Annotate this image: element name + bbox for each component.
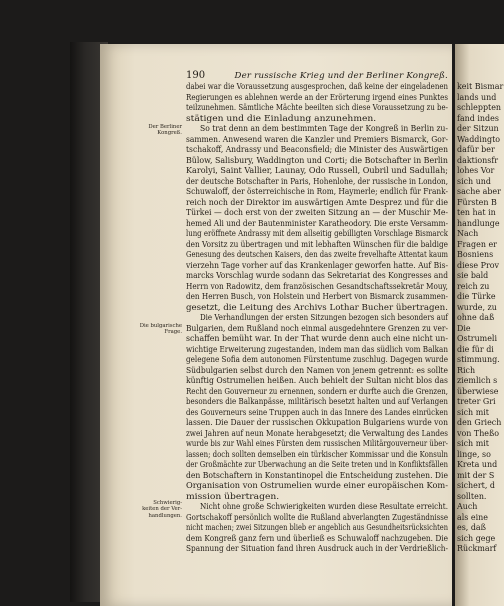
right-page-text-line: von Theßo (457, 428, 500, 438)
right-page-text-line: die für di (457, 344, 494, 354)
body-text-line: zwei Jahren auf neun Monate herabgesetzt; die Verwaltung des Landes (186, 428, 448, 438)
body-text-line: Recht den Gouverneur zu ernennen, sondern er durfte auch die Grenzen, (186, 386, 448, 396)
right-page-text-line: Bosniens (457, 250, 494, 259)
body-text-line: vierzehn Tage vorher auf das Krankenlager geworfen hatte. Auf Bis- (186, 260, 448, 270)
right-page-text-line: treter Gri (457, 397, 496, 406)
right-page-text-line: es, daß (457, 523, 486, 532)
body-text-line: Die Verhandlungen der ersten Sitzungen bezogen sich besonders auf (200, 313, 448, 322)
right-page-text-line: Fürsten B (457, 197, 497, 207)
right-page-text-line: fand indes (457, 113, 499, 123)
body-text-line: hemed Ali und der Bautenminister Karatheodory. Die erste Versamm- (186, 218, 448, 228)
right-page-text-line: ten hat in (457, 208, 496, 217)
right-page-text-line: keit Bismar (457, 82, 504, 91)
margin-note-line: Schwierig- (153, 500, 182, 506)
body-text-line: Regierungen es ablehnen werde an der Erörterung irgend eines Punktes (186, 92, 448, 102)
right-page-text-line: Auch (457, 502, 478, 511)
body-text-line: Nicht ohne große Schwierigkeiten wurden diese Resultate erreicht. (200, 502, 448, 511)
right-page-text-line: Rich (457, 365, 476, 375)
right-page-text-line: überwiese (457, 386, 499, 396)
right-page-text-line: lands und (457, 92, 497, 102)
body-text-line: reich noch der Direktor im auswärtigen Amte Desprez und für die (186, 197, 448, 207)
body-text-line: Südbulgarien selbst durch den Namen von jenem getrennt: es sollte (186, 365, 448, 375)
body-text-line: Karolyi, Saint Vallier, Launay, Odo Russell, Oubril und Sadullah; (186, 166, 448, 175)
margin-note-line: Frage. (164, 329, 182, 336)
body-text-line: Spannung der Situation fand ihren Ausdruck auch in der Verdrießlich- (186, 544, 448, 553)
right-page-text-line: sie bald (457, 271, 489, 280)
body-text-line: wurde bis zur Wahl eines Fürsten dem russischen Militärgouverneur über- (186, 439, 448, 448)
body-text-line: Türkei — doch erst von der zweiten Sitzung an — der Muschir Me- (186, 208, 448, 217)
body-text-line: marcks Vorschlag wurde sodann das Sekretariat des Kongresses and (186, 271, 448, 280)
body-text-line: wichtige Erweiterung zugestanden, indem man das südlich vom Balkan (186, 344, 448, 354)
right-page-text-line: schleppten (457, 103, 502, 112)
right-page-text-line: handlunge (457, 218, 500, 228)
right-page-text-line: sollten. (457, 491, 487, 501)
running-title: Der russische Krieg und der Berliner Kongreß. (234, 71, 448, 81)
right-page-text-line: wurde, zu (457, 302, 497, 312)
right-page-text-line: Die (457, 323, 471, 333)
margin-note-schwierigkeiten (136, 500, 182, 519)
margin-note-line: Der Berliner (148, 124, 182, 130)
right-page-text-line: den Griech (457, 418, 502, 427)
margin-note-line: Kongreß. (157, 130, 182, 137)
body-text-line: dem Kongreß ganz fern und überließ es Schuwaloff nachzugeben. Die (186, 533, 448, 543)
body-text-line: Gortschakoff persönlich wollte die Rußland abverlangten Zugeständnisse (186, 512, 448, 522)
right-page-text (457, 82, 504, 555)
right-page-text-line: dafür ber (457, 145, 495, 154)
right-page-text-line: Kreta und (457, 460, 498, 469)
body-text-line: lung eröffnete Andrassy mit dem allseitig gebilligten Vorschlage Bismarck (186, 229, 448, 238)
body-text-line: sammen. Anwesend waren die Kanzler und Premiers Bismarck, Gor- (186, 134, 448, 144)
body-text-line: Herrn von Radowitz, dem französischen Gesandtschaftssekretär Mouy, (186, 281, 448, 291)
body-text-line: So trat denn an dem bestimmten Tage der Kongreß in Berlin zu- (200, 124, 448, 133)
body-text-line: nicht machen; zwei Sitzungen blieb er angeblich aus Gesundheitsrücksichten (186, 523, 448, 532)
body-text-line: der deutsche Botschafter in Paris, Hohenlohe, der russische in London, (186, 176, 448, 186)
margin-note-line: handlungen. (148, 512, 182, 519)
body-text (186, 82, 450, 555)
right-page-text-line: diese Prov (457, 260, 500, 270)
body-text-line: künftig Ostrumelien heißen. Auch behielt der Sultan nicht blos das (186, 376, 448, 385)
right-page-text-line: reich zu (457, 281, 490, 291)
body-text-line: Genesung des deutschen Kaisers, den das zweite frevelhafte Attentat kaum (186, 250, 448, 259)
right-page-text-line: sich gege (457, 533, 496, 543)
body-text-line: besonders die Balkanpässe, militärisch besetzt halten und auf Verlangen (186, 397, 448, 406)
body-text-line: stätigen und die Einladung anzunehmen. (186, 113, 377, 123)
body-text-line: dabei war die Voraussetzung ausgesprochen, daß keine der eingeladenen (186, 82, 448, 91)
page-number: 190 (186, 70, 206, 81)
right-page-text-line: linge, so (457, 449, 491, 459)
right-page-text-line: sich und (457, 176, 491, 186)
right-page-text-line: als eine (457, 512, 488, 522)
body-text-line: des Gouverneurs seine Truppen auch in das Innere des Landes einrücken (186, 407, 448, 417)
right-page-text-line: sichert, d (457, 481, 495, 490)
margin-note-bulgarische-frage (136, 323, 182, 336)
right-page-text-line: Nach (457, 229, 479, 238)
right-page-text-line: der Sitzun (457, 124, 499, 133)
body-text-line: lassen; doch sollten demselben ein türkischer Kommissar und die Konsuln (186, 449, 448, 459)
right-page-text-line: daktionsfr (457, 155, 499, 165)
right-page-text-line: stimmung. (457, 355, 500, 364)
right-page-text-line: ohne daß (457, 313, 495, 322)
right-page-text-line: mit der S (457, 470, 495, 480)
body-text-line: den Vorsitz zu übertragen und mit lebhaften Wünschen für die baldige (186, 239, 448, 249)
margin-note-berliner-kongress (136, 124, 182, 137)
right-page-text-line: Fragen er (457, 239, 497, 249)
body-text-line: Organisation von Ostrumelien wurde einer europäischen Kom- (186, 481, 448, 490)
right-page-text-line: Ostrumeli (457, 334, 497, 343)
right-page-text-line: lohes Vor (457, 166, 495, 175)
margin-note-line: keiten der Ver- (142, 506, 182, 513)
right-page-text-line: sich mit (457, 439, 489, 448)
body-text-line: teilzunehmen. Sämtliche Mächte beeilten sich diese Voraussetzung zu be- (186, 103, 448, 112)
body-text-line: gelegene Sofia dem autonomen Fürstentume zuschlug. Dagegen wurde (186, 355, 448, 364)
body-text-line: Bülow, Salisbury, Waddington und Corti; die Botschafter in Berlin (186, 155, 448, 165)
body-text-line: schaffen bemüht war. In der That wurde denn auch eine nicht un- (186, 334, 448, 343)
right-page-text-line: die Türke (457, 292, 496, 301)
body-text-line: den Herren Busch, von Holstein und Herbert von Bismarck zusammen- (186, 292, 448, 301)
body-text-line: Schuwaloff, der österreichische in Rom, Haymerle; endlich für Frank- (186, 187, 448, 196)
right-page-text-line: Rückmarf (457, 544, 497, 553)
right-page-text-line: ziemlich s (457, 376, 498, 385)
body-text-line: tschakoff, Andrassy und Beaconsfield; die Minister des Auswärtigen (186, 145, 448, 154)
body-text-line: der Großmächte zur Überwachung an die Seite treten und in Konfliktsfällen (186, 460, 448, 469)
body-text-line: lassen. Die Dauer der russischen Okkupation Bulgariens wurde von (186, 418, 448, 427)
body-text-line: mission übertragen. (186, 491, 280, 501)
body-text-line: gesetzt, die Leitung des Archivs Lothar Bucher übertragen. (186, 302, 448, 312)
body-text-line: Bulgarien, dem Rußland noch einmal ausgedehntere Grenzen zu ver- (186, 323, 448, 333)
right-page-text-line: sich mit (457, 407, 489, 417)
body-text-line: den Botschaftern in Konstantinopel die Entscheidung zustehen. Die (186, 470, 448, 480)
margin-note-line: Die bulgarische (139, 323, 182, 329)
right-page-text-line: sache aber (457, 187, 501, 196)
right-page-text-line: Waddingto (457, 134, 501, 144)
